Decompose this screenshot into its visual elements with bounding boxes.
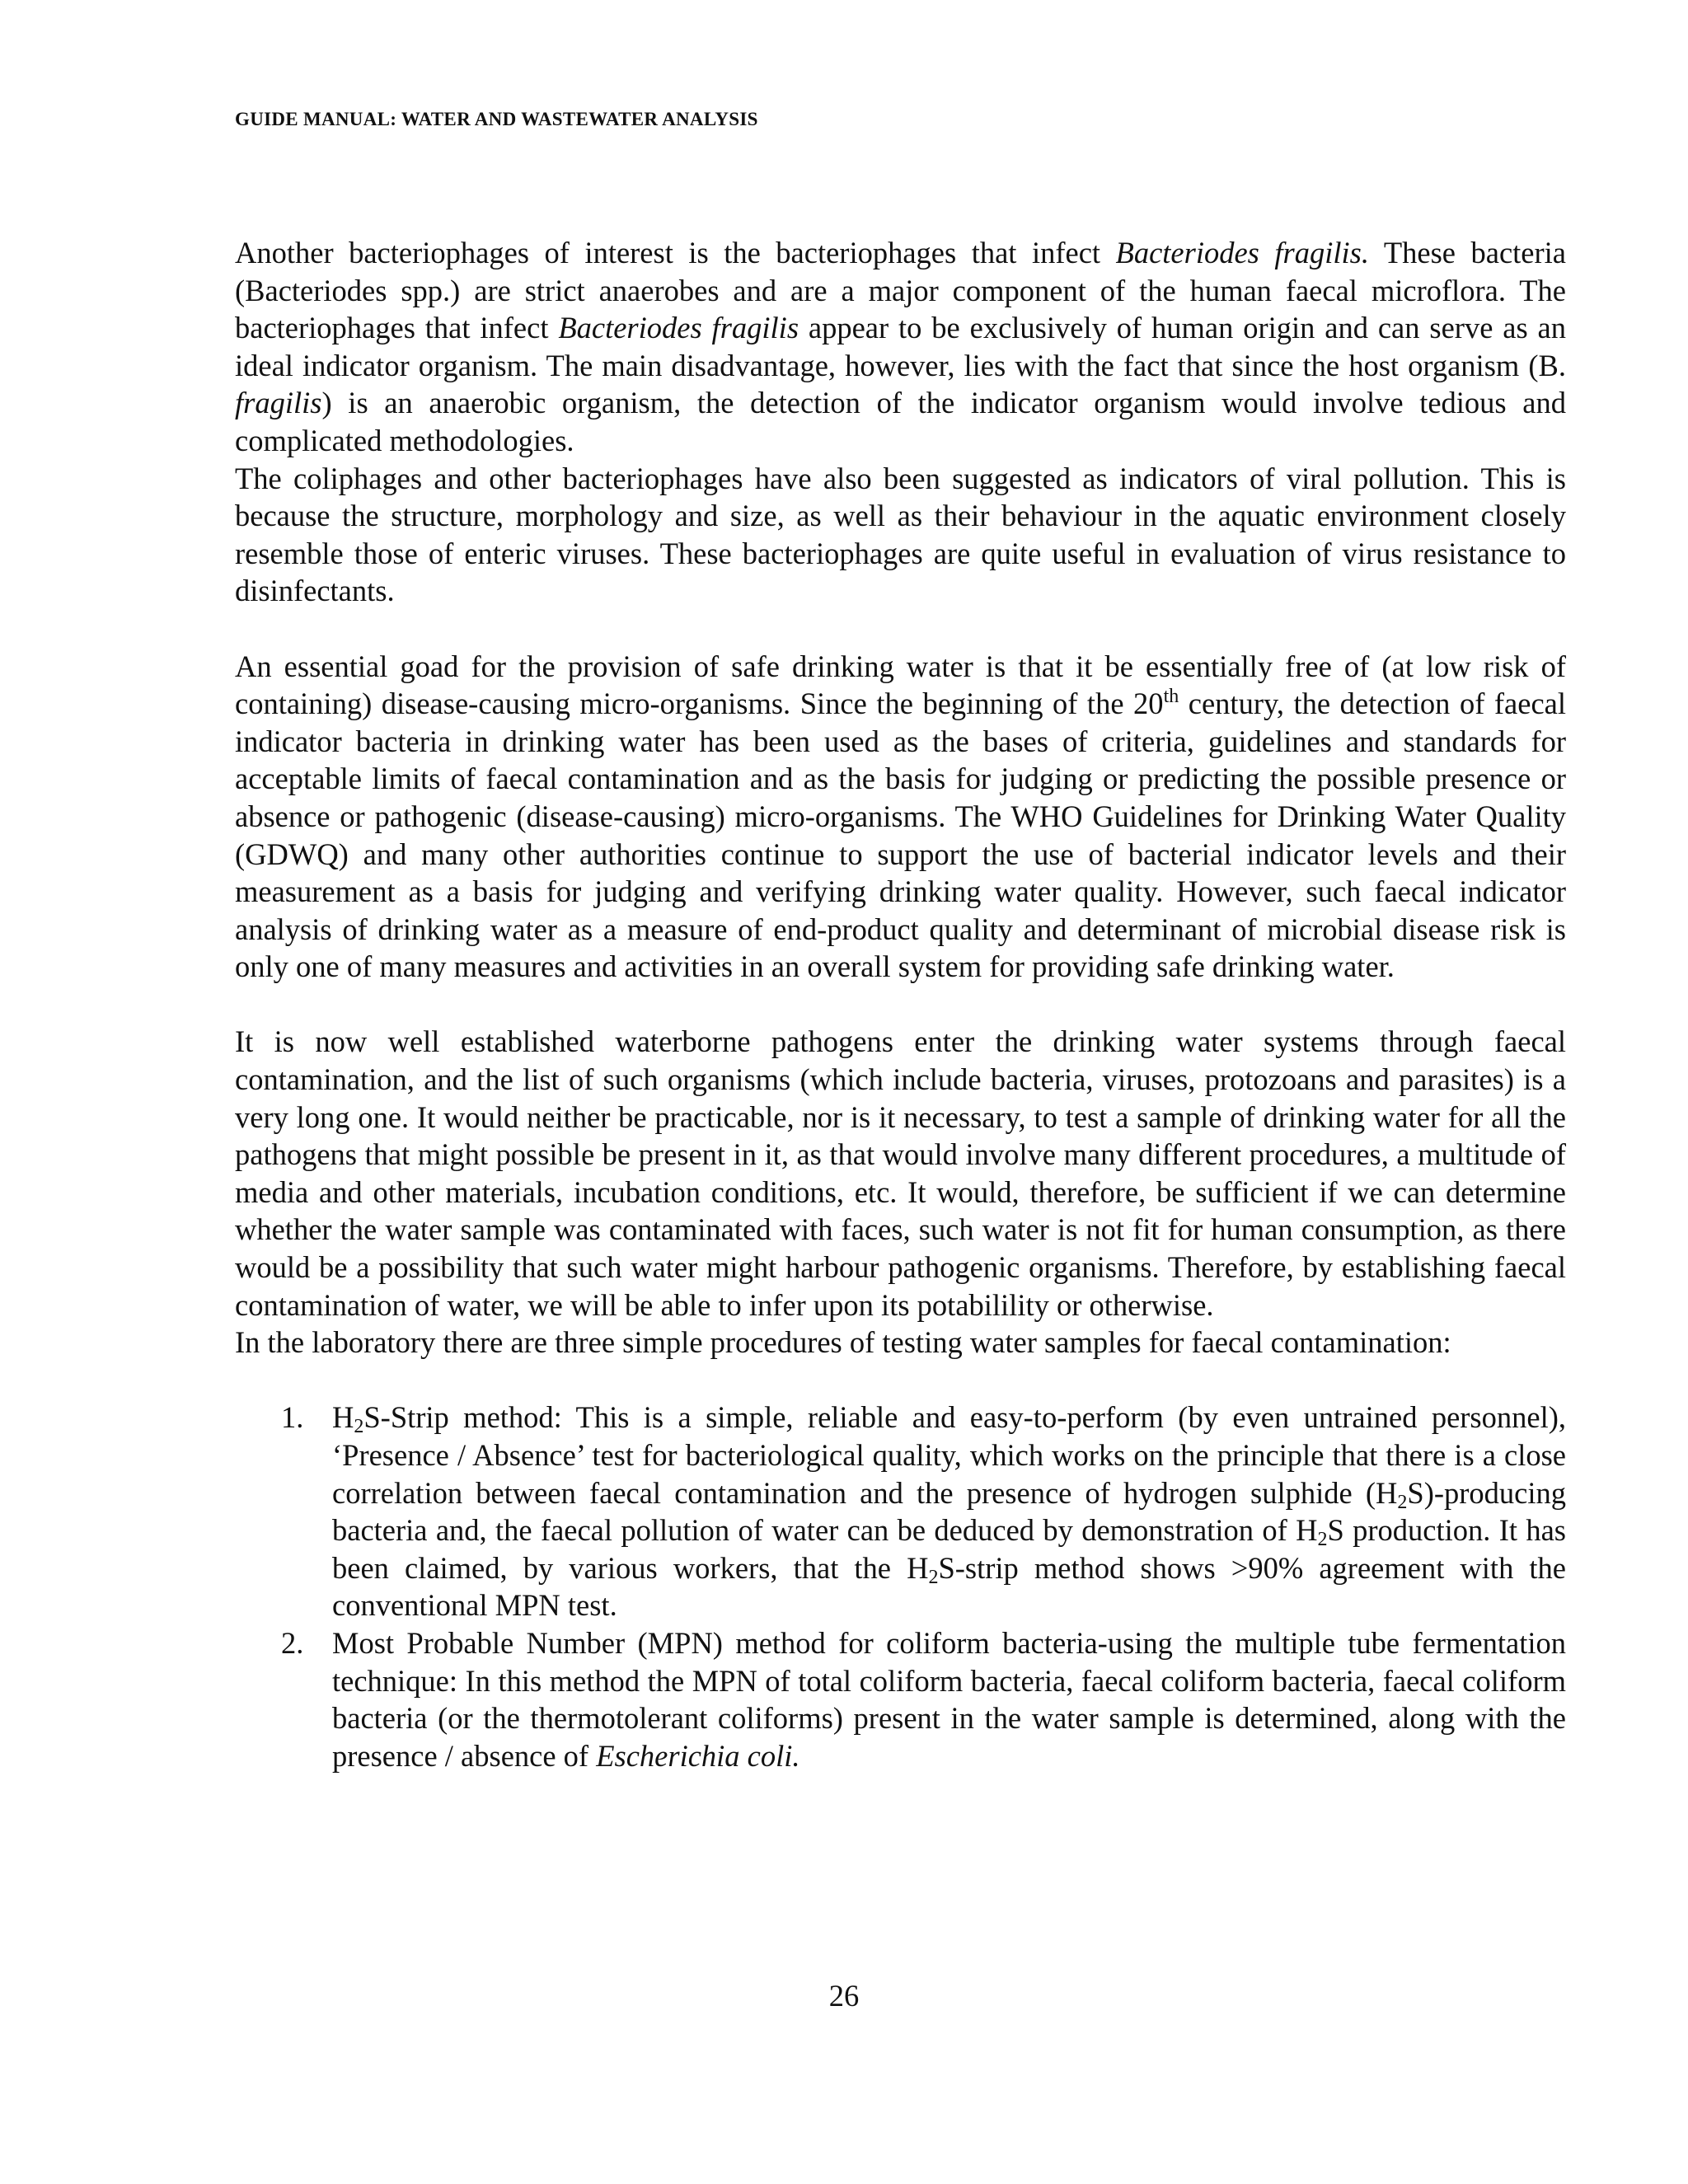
paragraph-coliphages: The coliphages and other bacteriophages have also been suggested as indicators of viral pollution. This is because the structure, morphology and size, as well as their behaviour in the aquatic environment closely resemble those of enteric viruses. These bacteriophages are quite useful in evaluation of virus resistance to disinfectants. [235, 461, 1566, 608]
paragraph-lab-procedures: In the laboratory there are three simple procedures of testing water samples for faecal contamination: [235, 1325, 1451, 1360]
running-header: GUIDE MANUAL: WATER AND WASTEWATER ANALYSIS [235, 109, 758, 129]
procedures-list [235, 1399, 1566, 1774]
paragraph-waterborne-pathogens: It is now well established waterborne pathogens enter the drinking water systems through faecal contamination, and the list of such organisms (which include bacteria, viruses, protozoans and parasites) is a very long one. It would neither be practicable, nor is it necessary, to test a sample of drinking water for all the pathogens that might possible be present in it, as that would involve many different procedures, a multitude of media and other materials, incubation conditions, etc. It would, therefore, be sufficient if we can determine whether the water sample was contaminated with faces, such water is not fit for human consumption, as there would be a possibility that such water might harbour pathogenic organisms. Therefore, by establishing faecal contamination of water, we will be able to infer upon its potabilility or otherwise. [235, 1024, 1566, 1322]
paragraph-bacteriodes: Another bacteriophages of interest is the bacteriophages that infect Bacteriodes fragilis. These bacteria (Bacteriodes spp.) are strict anaerobes and are a major component of the human faecal microflora. The bacteriophages that infect Bacteriodes fragilis appear to be exclusively of human origin and can serve as an ideal indicator organism. The main disadvantage, however, lies with the fact that since the host organism (B. fragilis) is an anaerobic organism, the detection of the indicator organism would involve tedious and complicated methodologies. [235, 236, 1566, 457]
body-text [235, 234, 1566, 1774]
list-item-h2s-strip: 1. $H_2S$-Strip method: This is a simple, reliable and easy-to-perform (by even untrained personnel), ‘Presence / Absence’ test for bacteriological quality, which works on the principle that there is a close correlation between faecal contamination and the presence of hydrogen sulphide $(H_2S)$-producing bacteria and, the faecal pollution of water can be deduced by demonstration of $H_2S$ production. It has been claimed, by various workers, that the $H_2S$-strip method shows >90% agreement with the conventional MPN test. [281, 1400, 1566, 1623]
list-item-mpn: 2. Most Probable Number (MPN) method for coliform bacteria-using the multiple tube fermentation technique: In this method the MPN of total coliform bacteria, faecal coliform bacteria, faecal coliform bacteria (or the thermotolerant coliforms) present in the water sample is determined, along with the presence / absence of Escherichia coli. [281, 1625, 1566, 1773]
page-number: 26 [828, 1979, 860, 2013]
paragraph-safe-drinking-water: An essential goad for the provision of safe drinking water is that it be essentially free of (at low risk of containing) disease-causing micro-organisms. Since the beginning of the 20th century, the detection of faecal indicator bacteria in drinking water has been used as the bases of criteria, guidelines and standards for acceptable limits of faecal contamination and as the basis for judging or predicting the possible presence or absence or pathogenic (disease-causing) micro-organisms. The WHO Guidelines for Drinking Water Quality (GDWQ) and many other authorities continue to support the use of bacterial indicator levels and their measurement as a basis for judging and verifying drinking water quality. However, such faecal indicator analysis of drinking water as a measure of end-product quality and determinant of microbial disease risk is only one of many measures and activities in an overall system for providing safe drinking water. [235, 649, 1566, 984]
